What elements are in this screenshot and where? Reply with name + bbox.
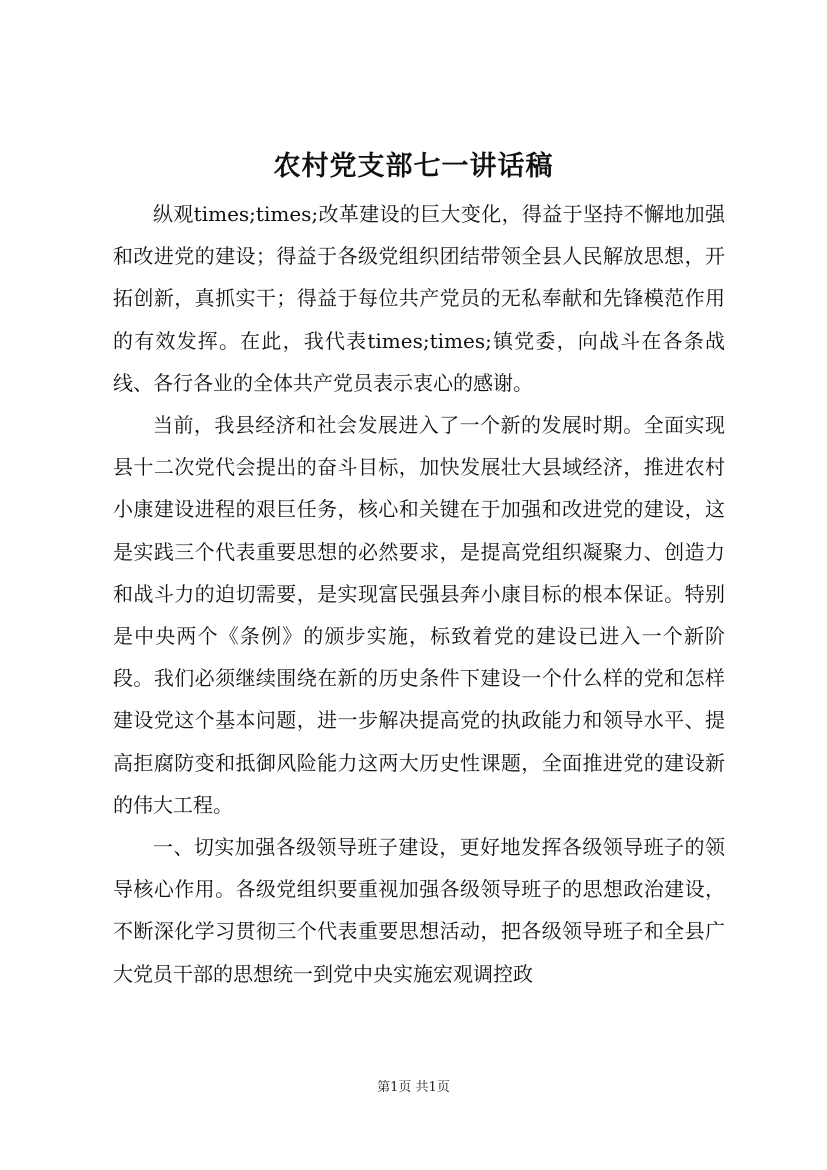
paragraph-1: 纵观times;times;改革建设的巨大变化，得益于坚持不懈地加强和改进党的建设；得益于各级党组织团结带领全县人民解放思想，开拓创新，真抓实干；得益于每位共产党员的无私奉献和先锋模范作用的有效发挥。在此，我代表times;times;镇党委，向战斗在各条战线、各行各业的全体共产党员表示衷心的感谢。 <box>113 202 725 395</box>
page-number-footer: 第1页 共1页 <box>377 1080 450 1095</box>
paragraph-3: 一、切实加强各级领导班子建设，更好地发挥各级领导班子的领导核心作用。各级党组织要重视加强各级领导班子的思想政治建设，不断深化学习贯彻三个代表重要思想活动，把各级领导班子和全县广大党员干部的思想统一到党中央实施宏观调控政 <box>113 835 725 986</box>
document-title: 农村党支部七一讲话稿 <box>273 151 554 182</box>
document-body <box>113 193 725 995</box>
paragraph-2: 当前，我县经济和社会发展进入了一个新的发展时期。全面实现县十二次党代会提出的奋斗目标，加快发展壮大县域经济，推进农村小康建设进程的艰巨任务，核心和关键在于加强和改进党的建设，这是实践三个代表重要思想的必然要求，是提高党组织凝聚力、创造力和战斗力的迫切需要，是实现富民强县奔小康目标的根本保证。特别是中央两个《条例》的颁步实施，标致着党的建设已进入一个新阶段。我们必须继续围绕在新的历史条件下建设一个什么样的党和怎样建设党这个基本问题，进一步解决提高党的执政能力和领导水平、提高拒腐防变和抵御风险能力这两大历史性课题，全面推进党的建设新的伟大工程。 <box>113 413 725 817</box>
